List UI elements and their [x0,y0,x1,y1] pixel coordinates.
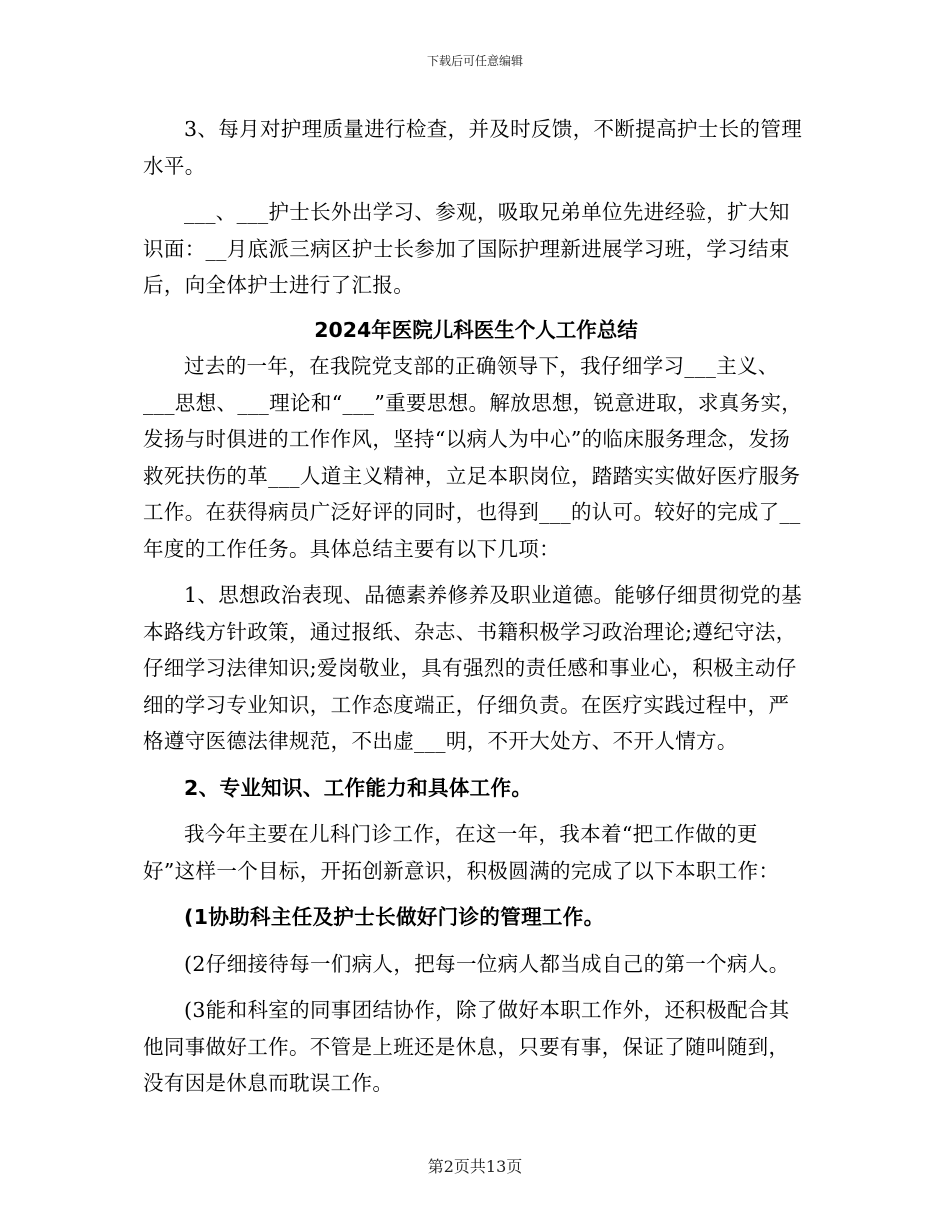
page-header: 下载后可任意编辑 [426,54,523,68]
paragraph-item-3: 3、每月对护理质量进行检查，并及时反馈，不断提高护士长的管理水平。 [143,117,803,178]
section-heading-2: 2、专业知识、工作能力和具体工作。 [184,775,533,800]
paragraph-section-2-intro: 我今年主要在儿科门诊工作，在这一年，我本着“把工作做的更好”这样一个目标，开拓创新意识，积极圆满的完成了以下本职工作： [143,822,780,883]
list-item-1: (1协助科主任及护士长做好门诊的管理工作。 [184,905,605,929]
paragraph-section-1: 1、思想政治表现、品德素养修养及职业道德。能够仔细贯彻党的基本路线方针政策，通过报纸、杂志、书籍积极学习政治理论;遵纪守法，仔细学习法律知识;爱岗敬业，具有强烈的责任感和事业心，积极主动仔细的学习专业知识，工作态度端正，仔细负责。在医疗实践过程中，严格遵守医德法律规范，不出虚___明，不开大处方、不开人情方。 [143,583,803,753]
paragraph-intro: 过去的一年，在我院党支部的正确领导下，我仔细学习___主义、___思想、___理论和“___”重要思想。解放思想，锐意进取，求真务实，发扬与时俱进的工作作风，坚持“以病人为中心”的临床服务理念，发扬救死扶伤的革___人道主义精神，立足本职岗位，踏踏实实做好医疗服务工作。在获得病员广泛好评的同时，也得到___的认可。较好的完成了__年度的工作任务。具体总结主要有以下几项： [143,354,803,561]
document-body [143,111,809,1102]
paragraph-study-visit: ___、___护士长外出学习、参观，吸取兄弟单位先进经验，扩大知识面：__月底派三病区护士长参加了国际护理新进展学习班，学习结束后，向全体护士进行了汇报。 [143,200,790,297]
list-item-2: (2仔细接待每一们病人，把每一位病人都当成自己的第一个病人。 [184,951,790,976]
document-title: 2024年医院儿科医生个人工作总结 [314,317,638,342]
page-footer: 第2页共13页 [427,1157,523,1176]
list-item-3: (3能和科室的同事团结协作，除了做好本职工作外，还积极配合其他同事做好工作。不管是上班还是休息，只要有事，保证了随叫随到，没有因是休息而耽误工作。 [143,998,790,1095]
